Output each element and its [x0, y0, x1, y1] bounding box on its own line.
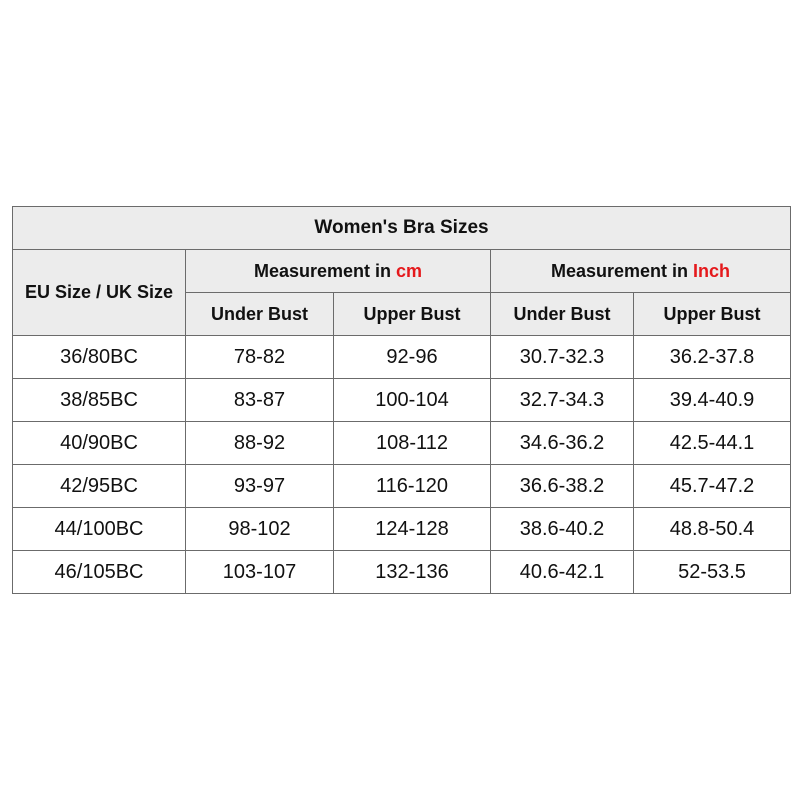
table-row: [13, 465, 791, 508]
cm-under-bust-cell: 88-92: [186, 422, 334, 465]
inch-under-bust-header: Under Bust: [491, 293, 634, 336]
cm-upper-bust-cell: 116-120: [334, 465, 491, 508]
table-row: [13, 551, 791, 594]
inch-under-bust-cell: 30.7-32.3: [491, 336, 634, 379]
inch-under-bust-cell: 38.6-40.2: [491, 508, 634, 551]
inch-under-bust-cell: 32.7-34.3: [491, 379, 634, 422]
size-cell: 40/90BC: [13, 422, 186, 465]
cm-unit-label: cm: [396, 260, 423, 281]
cm-upper-bust-header: Upper Bust: [334, 293, 491, 336]
size-cell: 38/85BC: [13, 379, 186, 422]
cm-under-bust-cell: 103-107: [186, 551, 334, 594]
inch-upper-bust-cell: 52-53.5: [634, 551, 791, 594]
size-cell: 42/95BC: [13, 465, 186, 508]
inch-group-header: [491, 250, 791, 293]
size-column-header: EU Size / UK Size: [13, 250, 186, 336]
inch-upper-bust-cell: 42.5-44.1: [634, 422, 791, 465]
cm-group-prefix: Measurement in: [253, 260, 397, 281]
cm-under-bust-cell: 78-82: [186, 336, 334, 379]
cm-group-header: [186, 250, 491, 293]
size-cell: 36/80BC: [13, 336, 186, 379]
inch-upper-bust-cell: 45.7-47.2: [634, 465, 791, 508]
cm-upper-bust-cell: 100-104: [334, 379, 491, 422]
cm-under-bust-cell: 83-87: [186, 379, 334, 422]
cm-under-bust-cell: 98-102: [186, 508, 334, 551]
table-row: [13, 379, 791, 422]
bra-size-table: [12, 206, 791, 594]
inch-upper-bust-cell: 36.2-37.8: [634, 336, 791, 379]
inch-group-prefix: Measurement in: [550, 260, 694, 281]
inch-upper-bust-header: Upper Bust: [634, 293, 791, 336]
cm-under-bust-cell: 93-97: [186, 465, 334, 508]
cm-upper-bust-cell: 124-128: [334, 508, 491, 551]
inch-upper-bust-cell: 39.4-40.9: [634, 379, 791, 422]
cm-upper-bust-cell: 132-136: [334, 551, 491, 594]
table-title: Women's Bra Sizes: [13, 207, 791, 250]
inch-upper-bust-cell: 48.8-50.4: [634, 508, 791, 551]
table-row: [13, 336, 791, 379]
cm-upper-bust-cell: 108-112: [334, 422, 491, 465]
inch-under-bust-cell: 34.6-36.2: [491, 422, 634, 465]
inch-under-bust-cell: 40.6-42.1: [491, 551, 634, 594]
table-row: [13, 508, 791, 551]
cm-under-bust-header: Under Bust: [186, 293, 334, 336]
cm-upper-bust-cell: 92-96: [334, 336, 491, 379]
table-row: [13, 422, 791, 465]
inch-under-bust-cell: 36.6-38.2: [491, 465, 634, 508]
size-cell: 44/100BC: [13, 508, 186, 551]
size-cell: 46/105BC: [13, 551, 186, 594]
inch-unit-label: Inch: [693, 260, 731, 281]
